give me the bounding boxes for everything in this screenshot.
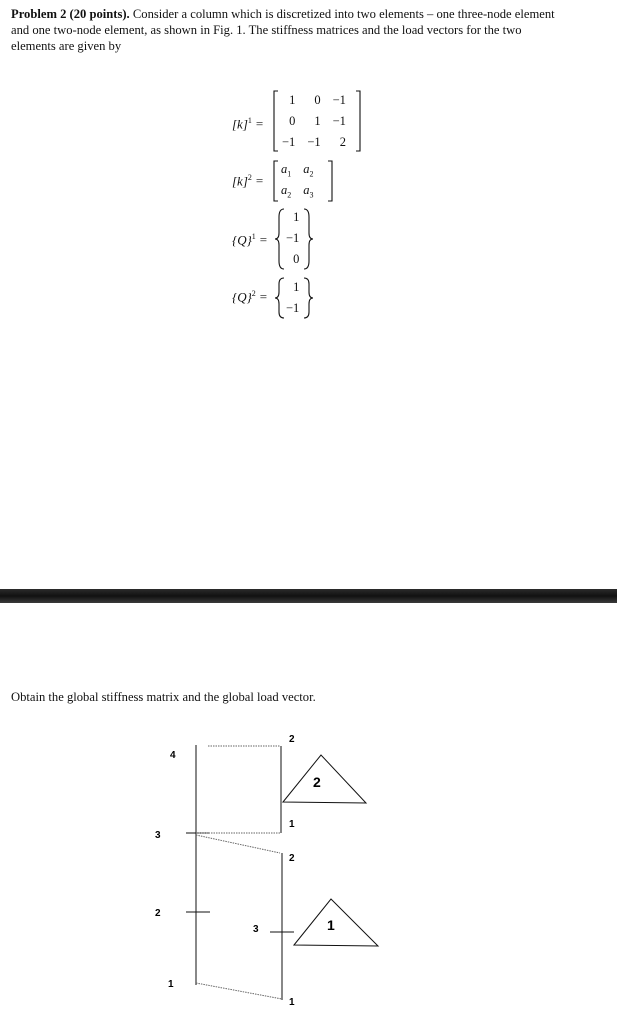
problem-heading: Problem 2 (20 points).	[11, 7, 130, 21]
q1-vector	[280, 207, 305, 270]
k1-cell: 1	[289, 93, 296, 107]
k2-cell: $a_2$	[303, 162, 314, 179]
q1-lhs	[232, 232, 273, 248]
element-2-node-label: 1	[289, 819, 295, 830]
q2-superscript: 2	[251, 289, 256, 298]
k2-lhs	[232, 173, 269, 189]
k1-lhs	[232, 116, 269, 132]
k1-equals: =	[255, 116, 264, 132]
problem-text-1: Consider a column which is discretized into two elements – one three-node element	[129, 7, 555, 21]
q1-cell: 0	[293, 252, 300, 266]
element-1-node-label: 2	[289, 853, 295, 864]
k1-cell: 0	[314, 93, 321, 107]
q2-cell: 1	[293, 280, 300, 294]
element-2-label: 2	[313, 774, 321, 790]
left-node-label: 4	[170, 750, 176, 761]
k1-cell: 1	[314, 114, 321, 128]
element-1-node-label: 1	[289, 997, 295, 1008]
q1-cell: −1	[286, 231, 300, 245]
projection-line	[196, 983, 282, 999]
k2-symbol: [k]	[232, 173, 248, 189]
page-divider	[0, 589, 617, 603]
k2-cell: $a_1$	[281, 162, 292, 179]
k1-symbol: [k]	[232, 116, 248, 132]
q2-vector	[280, 277, 305, 319]
element-2-triangle	[283, 755, 366, 803]
left-node-label: 1	[168, 979, 174, 990]
left-node-label: 3	[155, 830, 161, 841]
element-2-node-label: 2	[289, 734, 295, 745]
q2-equals: =	[259, 289, 268, 305]
q1-superscript: 1	[251, 232, 256, 241]
q2-cell: −1	[286, 301, 300, 315]
k2-cell: $a_2$	[281, 183, 292, 200]
problem-statement	[11, 6, 611, 54]
element-1-label: 1	[327, 917, 335, 933]
q1-equals: =	[259, 232, 268, 248]
k2-superscript: 2	[247, 173, 252, 182]
left-node-label: 2	[155, 908, 161, 919]
q2-lhs	[232, 289, 273, 305]
k2-cell: $a_3$	[303, 183, 314, 200]
column-figure	[0, 715, 617, 1015]
q1-symbol: {Q}	[232, 232, 252, 248]
task-text: Obtain the global stiffness matrix and the global load vector.	[11, 690, 316, 704]
k1-superscript: 1	[247, 116, 252, 125]
k2-equals: =	[255, 173, 264, 189]
k1-matrix	[276, 90, 352, 153]
q2-symbol: {Q}	[232, 289, 252, 305]
k2-matrix	[275, 160, 320, 202]
projection-line	[196, 835, 280, 853]
element-1-triangle	[294, 899, 378, 946]
problem-text-3: elements are given by	[11, 39, 122, 53]
problem-text-2: and one two-node element, as shown in Fig. 1. The stiffness matrices and the load vectors for the two	[11, 23, 522, 37]
element-1-node-label: 3	[253, 924, 259, 935]
k1-cell: −1	[307, 135, 321, 149]
k1-cell: 2	[339, 135, 346, 149]
k1-cell: −1	[282, 135, 296, 149]
q1-cell: 1	[293, 210, 300, 224]
k1-cell: 0	[289, 114, 296, 128]
k1-cell: −1	[332, 93, 346, 107]
k1-cell: −1	[332, 114, 346, 128]
